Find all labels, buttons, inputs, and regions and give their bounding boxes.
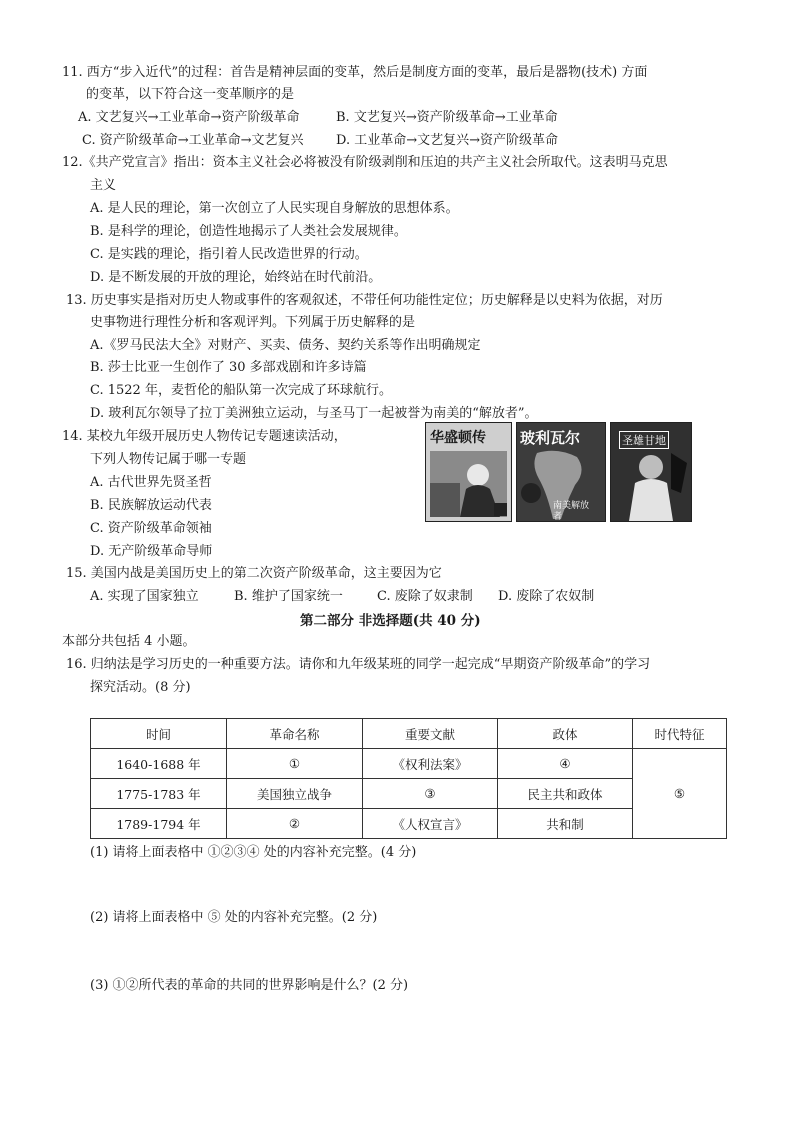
q11-option-b: B. 文艺复兴→资产阶级革命→工业革命 bbox=[336, 110, 558, 125]
q14-option-c: C. 资产阶级革命领袖 bbox=[90, 521, 212, 536]
table-row bbox=[91, 779, 727, 809]
table-cell: ④ bbox=[498, 749, 633, 779]
cover-gandhi-title: 圣雄甘地 bbox=[619, 431, 669, 449]
q16-stem: 16. 归纳法是学习历史的一种重要方法。请你和九年级某班的同学一起完成“早期资产阶级革命”的学习 bbox=[66, 657, 651, 672]
q15-stem: 15. 美国内战是美国历史上的第二次资产阶级革命，这主要因为它 bbox=[66, 566, 442, 581]
q16-subquestion-3: (3) ①②所代表的革命的共同的世界影响是什么？(2 分) bbox=[90, 978, 409, 993]
q11-option-a: A. 文艺复兴→工业革命→资产阶级革命 bbox=[78, 110, 300, 125]
q13-option-b: B. 莎士比亚一生创作了 30 多部戏剧和许多诗篇 bbox=[90, 360, 367, 375]
q16-subquestion-2: (2) 请将上面表格中 ⑤ 处的内容补充完整。(2 分) bbox=[90, 910, 378, 925]
header-time: 时间 bbox=[91, 719, 227, 749]
table-cell-merged: ⑤ bbox=[633, 749, 727, 839]
header-government: 政体 bbox=[498, 719, 633, 749]
table-cell: ② bbox=[227, 809, 363, 839]
table-cell: 1640-1688 年 bbox=[91, 749, 227, 779]
q13-option-a: A.《罗马民法大全》对财产、买卖、债务、契约关系等作出明确规定 bbox=[90, 338, 481, 353]
q15-option-c: C. 废除了奴隶制 bbox=[377, 589, 473, 604]
q12-stem: 12.《共产党宣言》指出：资本主义社会必将被没有阶级剥削和压迫的共产主义社会所取代。这表明马克思 bbox=[62, 155, 668, 170]
q12-option-d: D. 是不断发展的开放的理论，始终站在时代前沿。 bbox=[90, 270, 382, 285]
q13-stem: 13. 历史事实是指对历史人物或事件的客观叙述，不带任何功能性定位；历史解释是以史料为依据，对历 bbox=[66, 293, 663, 308]
table-cell: 1775-1783 年 bbox=[91, 779, 227, 809]
cover-washington bbox=[425, 422, 512, 522]
q13-option-c: C. 1522 年，麦哲伦的船队第一次完成了环球航行。 bbox=[90, 383, 392, 398]
cover-bolivar bbox=[516, 422, 606, 522]
cover-bolivar-title: 玻利瓦尔 bbox=[520, 429, 581, 447]
part2-title: 第二部分 非选择题(共 40 分) bbox=[300, 613, 481, 629]
revolution-table bbox=[90, 718, 727, 839]
cover-gandhi bbox=[610, 422, 692, 522]
q14-option-b: B. 民族解放运动代表 bbox=[90, 498, 212, 513]
cover-bolivar-subtitle: 南美解放者 bbox=[553, 501, 590, 522]
q14-option-d: D. 无产阶级革命导师 bbox=[90, 544, 213, 559]
header-era-feature: 时代特征 bbox=[633, 719, 727, 749]
q11-stem-cont: 的变革，以下符合这一变革顺序的是 bbox=[86, 87, 295, 102]
q13-stem-cont: 史事物进行理性分析和客观评判。下列属于历史解释的是 bbox=[90, 315, 416, 330]
q11-option-c: C. 资产阶级革命→工业革命→文艺复兴 bbox=[82, 133, 304, 148]
q12-option-b: B. 是科学的理论，创造性地揭示了人类社会发展规律。 bbox=[90, 224, 407, 239]
table-row bbox=[91, 749, 727, 779]
table-cell: 《权利法案》 bbox=[363, 749, 498, 779]
q16-stem-cont: 探究活动。(8 分) bbox=[90, 680, 191, 695]
q11-stem: 11. 西方“步入近代”的过程：首告是精神层面的变革，然后是制度方面的变革，最后是器物(技术) 方面 bbox=[62, 65, 648, 80]
header-document: 重要文献 bbox=[363, 719, 498, 749]
cover-washington-title: 华盛顿传 bbox=[430, 430, 486, 446]
q13-option-d: D. 玻利瓦尔领导了拉丁美洲独立运动，与圣马丁一起被誉为南美的“解放者”。 bbox=[90, 406, 538, 421]
header-revolution: 革命名称 bbox=[227, 719, 363, 749]
part2-note: 本部分共包括 4 小题。 bbox=[62, 634, 196, 649]
q12-option-c: C. 是实践的理论，指引着人民改造世界的行动。 bbox=[90, 247, 368, 262]
biography-covers bbox=[425, 422, 690, 520]
q11-option-d: D. 工业革命→文艺复兴→资产阶级革命 bbox=[336, 133, 559, 148]
table-cell: 美国独立战争 bbox=[227, 779, 363, 809]
q14-option-a: A. 古代世界先贤圣哲 bbox=[90, 475, 212, 490]
table-cell: 民主共和政体 bbox=[498, 779, 633, 809]
table-cell: 共和制 bbox=[498, 809, 633, 839]
q15-option-b: B. 维护了国家统一 bbox=[234, 589, 343, 604]
q15-option-d: D. 废除了农奴制 bbox=[498, 589, 595, 604]
q12-option-a: A. 是人民的理论，第一次创立了人民实现自身解放的思想体系。 bbox=[90, 201, 459, 216]
q12-stem-cont: 主义 bbox=[90, 178, 117, 193]
table-cell: 《人权宣言》 bbox=[363, 809, 498, 839]
q15-option-a: A. 实现了国家独立 bbox=[90, 589, 199, 604]
table-header-row bbox=[91, 719, 727, 749]
table-row bbox=[91, 809, 727, 839]
table-cell: 1789-1794 年 bbox=[91, 809, 227, 839]
q14-stem-cont: 下列人物传记属于哪一专题 bbox=[90, 452, 247, 467]
table-cell: ① bbox=[227, 749, 363, 779]
table-cell: ③ bbox=[363, 779, 498, 809]
q14-stem: 14. 某校九年级开展历史人物传记专题速读活动， bbox=[62, 429, 347, 444]
q16-subquestion-1: (1) 请将上面表格中 ①②③④ 处的内容补充完整。(4 分) bbox=[90, 845, 417, 860]
